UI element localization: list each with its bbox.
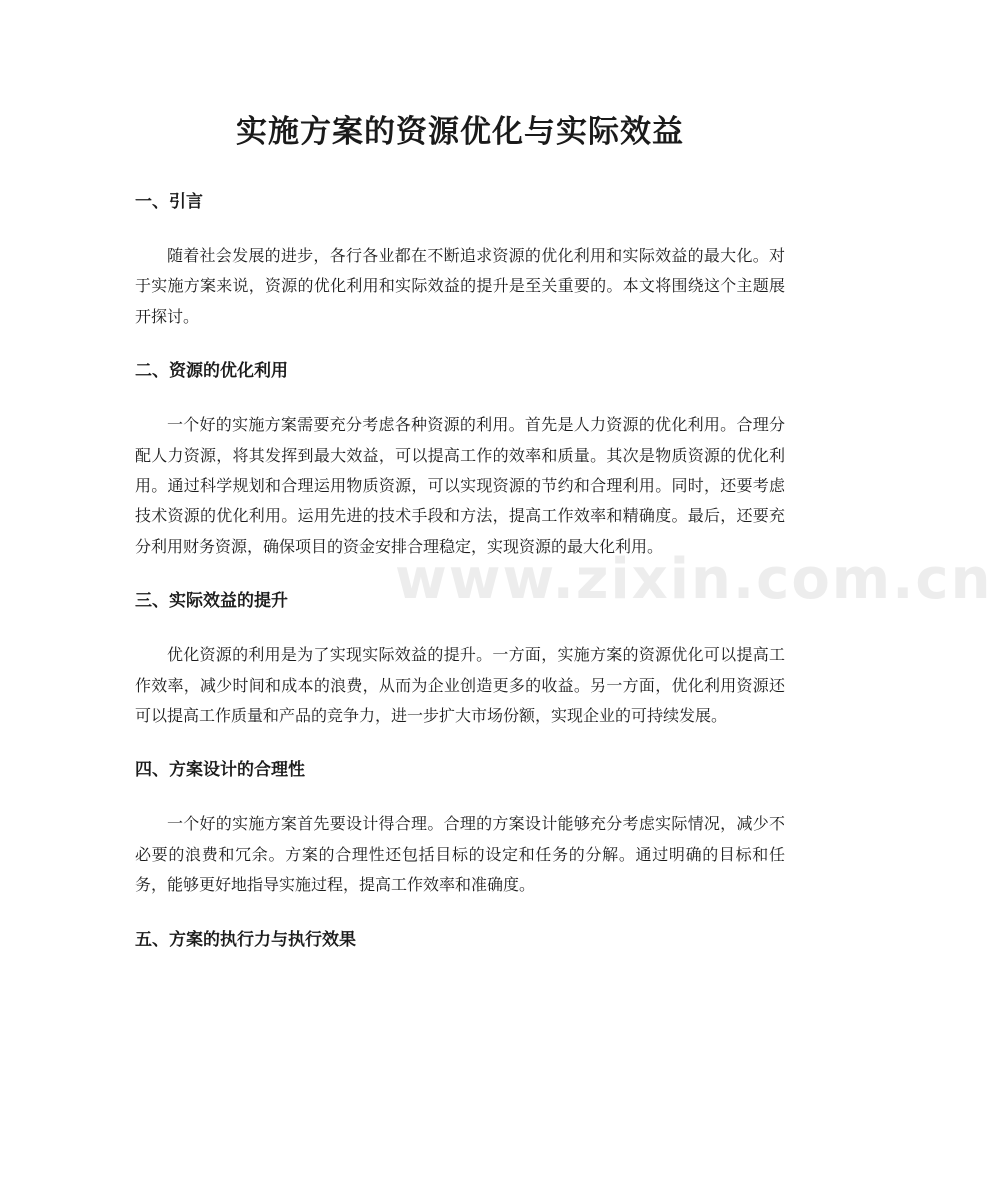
section-paragraph-design-rationality: 一个好的实施方案首先要设计得合理。合理的方案设计能够充分考虑实际情况，减少不必要的浪费和冗余。方案的合理性还包括目标的设定和任务的分解。通过明确的目标和任务，能够更好地指导实施过程，提高工作效率和准确度。	[135, 814, 785, 895]
document-body	[135, 187, 785, 955]
section-heading-benefit-improvement: 三、实际效益的提升	[135, 591, 288, 612]
section-heading-execution: 五、方案的执行力与执行效果	[135, 929, 356, 950]
section-paragraph-resource-optimization: 一个好的实施方案需要充分考虑各种资源的利用。首先是人力资源的优化利用。合理分配人力资源，将其发挥到最大效益，可以提高工作的效率和质量。其次是物质资源的优化利用。通过科学规划和合理运用物质资源，可以实现资源的节约和合理利用。同时，还要考虑技术资源的优化利用。运用先进的技术手段和方法，提高工作效率和精确度。最后，还要充分利用财务资源，确保项目的资金安排合理稳定，实现资源的最大化利用。	[135, 415, 785, 556]
section-heading-intro: 一、引言	[135, 192, 203, 212]
section-heading-resource-optimization: 二、资源的优化利用	[135, 361, 288, 382]
section-heading-design-rationality: 四、方案设计的合理性	[135, 760, 305, 781]
section-paragraph-intro: 随着社会发展的进步，各行各业都在不断追求资源的优化利用和实际效益的最大化。对于实施方案来说，资源的优化利用和实际效益的提升是至关重要的。本文将围绕这个主题展开探讨。	[135, 246, 785, 326]
page-title: 实施方案的资源优化与实际效益	[236, 114, 684, 150]
watermark: www.zixin.com.cn	[395, 547, 993, 612]
section-paragraph-benefit-improvement: 优化资源的利用是为了实现实际效益的提升。一方面，实施方案的资源优化可以提高工作效率，减少时间和成本的浪费，从而为企业创造更多的收益。另一方面，优化利用资源还可以提高工作质量和产品的竞争力，进一步扩大市场份额，实现企业的可持续发展。	[135, 645, 785, 726]
